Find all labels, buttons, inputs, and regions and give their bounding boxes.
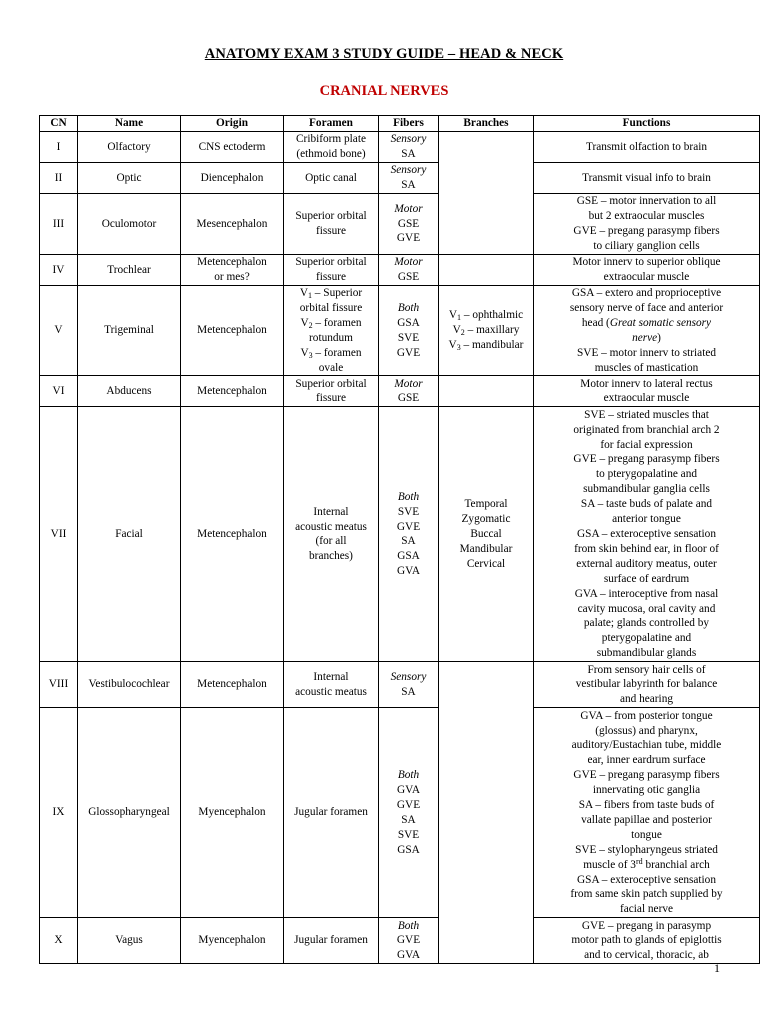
text-line: GSA – extero and proprioceptive [571,287,722,299]
cell-foramen [284,163,379,194]
subscript: 3 [308,350,313,360]
text-line: submandibular ganglia cells [583,483,710,496]
text-line: Zygomatic [461,513,511,526]
cell-name: Vestibulocochlear [78,662,181,708]
text-line: anterior tongue [612,513,681,526]
fiber-type: Sensory [390,671,427,684]
cell-branches [439,407,534,662]
table-row [40,286,760,376]
cell-cn: V [40,286,78,376]
text-line: to pterygopalatine and [595,468,697,481]
text-line: Buccal [470,527,502,540]
col-header-cn: CN [40,116,78,132]
text-line: SVE – striated muscles that [584,408,709,421]
cell-foramen [284,286,379,376]
fiber-line: SA [401,535,416,548]
text-line: fissure [315,271,347,283]
fiber-line: GVE [396,799,421,812]
text-run: muscle of 3 [583,858,636,871]
table-row [40,163,760,194]
cell-origin: Metencephalon [181,662,284,708]
cell-cn: IV [40,255,78,286]
text-run: – foramen [312,346,362,359]
text-line: Internal [313,505,349,518]
fiber-type: Motor [394,256,423,269]
header-row [40,116,760,132]
text-line [441,308,531,323]
cell-functions [534,255,760,286]
cell-foramen [284,132,379,163]
cell-origin: Metencephalon [181,286,284,376]
document-title: ANATOMY EXAM 3 STUDY GUIDE – HEAD & NECK [204,46,564,62]
cell-origin: Myencephalon [181,708,284,918]
text-run: – maxillary [464,324,520,337]
text-run: V [299,287,308,299]
text-line: GSA – exteroceptive sensation [577,873,716,886]
cell-foramen [284,407,379,662]
text-line [286,316,376,331]
text-run: branchial arch [642,858,710,871]
text-line: ear, inner eardrum surface [587,754,706,767]
text-line: Jugular foramen [294,806,368,819]
cell-name: Trigeminal [78,286,181,376]
cell-origin: CNS ectoderm [181,132,284,163]
cell-cn: VIII [40,662,78,708]
text-line: cavity mucosa, oral cavity and [577,602,716,615]
text-line: pterygopalatine and [601,632,692,645]
fiber-line: GSE [397,392,420,405]
text-line: Motor innerv to lateral rectus [580,377,713,390]
fiber-line: GSE [397,217,420,230]
fiber-type: Both [397,490,420,503]
cell-name: Vagus [78,918,181,964]
text-line: vestibular labyrinth for balance [575,678,718,691]
text-line: Transmit olfaction to brain [585,140,707,153]
text-line: extraocular muscle [603,392,690,405]
text-line [441,323,531,338]
fiber-line: GSE [397,271,420,283]
text-run: V [448,309,458,322]
text-line: external auditory meatus, outer [576,557,717,570]
text-line [286,286,376,301]
text-line: rotundum [309,331,353,344]
text-line: From sensory hair cells of [587,663,706,676]
table-row [40,255,760,286]
text-line: branches) [309,550,353,563]
text-line: SA – taste buds of palate and [580,498,713,511]
cell-functions [534,286,760,376]
text-line: innervating otic ganglia [592,784,701,797]
col-header-branches: Branches [439,116,534,132]
cell-fibers [379,708,439,918]
text-line: GVE – pregang in parasymp [581,919,712,932]
fiber-type: Both [397,769,420,782]
text-line: Metencephalon [197,256,267,269]
text-line: Jugular foramen [294,934,368,947]
text-run: head ( [581,316,610,329]
subscript: 1 [307,291,312,300]
text-line: surface of eardrum [603,572,690,585]
cell-cn: II [40,163,78,194]
text-line: GVE – pregang parasymp fibers [573,453,720,466]
fiber-line: GVA [396,565,421,578]
cell-foramen [284,376,379,407]
text-run: V [452,324,461,337]
fiber-line: GSA [397,316,420,329]
col-header-functions: Functions [534,116,760,132]
cell-functions [534,407,760,662]
text-line: SA – fibers from taste buds of [578,799,715,812]
text-line: Cervical [466,557,506,570]
cell-branches-empty [439,376,534,407]
text-line: Internal [313,671,349,684]
fiber-line: SA [401,148,416,160]
fiber-line: GVE [396,520,421,533]
text-line [286,346,376,361]
text-run: V [300,316,309,329]
cell-name: Trochlear [78,255,181,286]
text-line: GSE – motor innervation to all [576,195,717,208]
col-header-name: Name [78,116,181,132]
fiber-type: Both [397,301,420,314]
cell-fibers [379,194,439,255]
text-line: Transmit visual info to brain [582,171,711,184]
text-line: Superior orbital [295,256,367,269]
fiber-type: Sensory [390,164,427,177]
table-row [40,376,760,407]
text-line: from same skin patch supplied by [570,888,723,901]
text-line: acoustic meatus [295,685,367,698]
cell-functions [534,194,760,255]
text-line: auditory/Eustachian tube, middle [571,739,722,752]
cell-fibers [379,132,439,163]
text-line: palate; glands controlled by [583,617,710,630]
text-line [536,316,757,331]
col-header-foramen: Foramen [284,116,379,132]
fiber-line: GVE [396,346,421,359]
cell-functions [534,376,760,407]
text-run: ) [657,331,661,344]
cell-name: Optic [78,163,181,194]
text-line: Temporal [464,498,508,511]
text-line: GVA – from posterior tongue [580,709,713,722]
cell-branches-empty [439,662,534,964]
text-line [536,331,757,346]
table-row [40,132,760,163]
cell-branches-empty [439,255,534,286]
text-run: V [448,339,457,352]
cell-origin: Mesencephalon [181,194,284,255]
text-line: acoustic meatus [295,520,367,533]
text-line: Cribiform plate [296,133,366,146]
text-line: but 2 extraocular muscles [588,210,705,223]
text-line: from skin behind ear, in floor of [574,542,719,555]
text-run: – Superior [311,287,363,299]
text-line [536,858,757,873]
text-line: SVE – stylopharyngeus striated [575,843,718,856]
cell-fibers [379,163,439,194]
text-line: GSA – exteroceptive sensation [577,527,716,540]
fiber-type: Motor [394,377,423,390]
fiber-type: Sensory [390,133,427,146]
text-line: Mandibular [459,542,513,555]
text-line: (glossus) and pharynx, [595,724,698,737]
cell-foramen [284,918,379,964]
text-line: fissure [315,225,347,237]
text-line: fissure [315,392,347,405]
fiber-line: SVE [397,828,420,841]
cell-origin: Metencephalon [181,407,284,662]
cell-branches-empty [439,132,534,255]
cell-functions [534,708,760,918]
table-row [40,407,760,662]
cell-fibers [379,255,439,286]
text-line: extraocular muscle [603,271,690,283]
fiber-line: GVA [396,784,421,797]
cell-functions [534,918,760,964]
text-line: or mes? [214,271,250,283]
text-line: SVE – motor innerv to striated [577,346,716,359]
text-run: – ophthalmic [461,309,524,322]
text-line: GVA – interoceptive from nasal [574,587,719,600]
fiber-line: GSA [397,550,420,563]
cell-branches [439,286,534,376]
text-line: (ethmoid bone) [296,148,366,160]
fiber-type: Both [397,919,420,932]
cell-functions [534,662,760,708]
page-number: 1 [714,961,720,975]
table-row [40,194,760,255]
subscript: 1 [457,313,462,323]
table-row [40,708,760,918]
fiber-line: SA [401,813,416,826]
text-line: sensory nerve of face and anterior [569,301,724,314]
fiber-type: Motor [394,202,423,215]
cell-cn: VI [40,376,78,407]
text-line: and hearing [619,693,673,706]
cell-fibers [379,407,439,662]
text-run: – foramen [312,316,362,329]
text-line: (for all [315,535,347,548]
cell-cn: VII [40,407,78,662]
cell-foramen [284,708,379,918]
fiber-line: GVE [396,934,421,947]
text-line: to ciliary ganglion cells [593,239,700,252]
text-line [441,338,531,353]
fiber-line: SVE [397,505,420,518]
text-line: muscles of mastication [594,361,699,374]
table-row [40,662,760,708]
text-line: originated from branchial arch 2 [573,423,720,436]
fiber-line: SA [401,179,416,191]
text-line: for facial expression [600,438,693,451]
cell-functions [534,163,760,194]
text-run: – mandibular [460,339,524,352]
text-run: nerve [632,331,658,344]
text-line: GVE – pregang parasymp fibers [573,769,720,782]
cell-cn: X [40,918,78,964]
subscript: 2 [308,320,313,330]
cell-origin: Myencephalon [181,918,284,964]
text-run: V [300,346,309,359]
text-line: motor path to glands of epiglottis [571,934,722,947]
superscript: rd [635,856,643,866]
text-line: Superior orbital [295,377,367,390]
cell-name: Facial [78,407,181,662]
text-line: facial nerve [620,903,673,916]
cell-origin: Metencephalon [181,376,284,407]
fiber-line: SA [401,685,416,698]
text-line: submandibular glands [596,647,697,660]
text-line: and to cervical, thoracic, ab [584,949,709,962]
cell-fibers [379,376,439,407]
cell-fibers [379,286,439,376]
section-title: CRANIAL NERVES [319,83,449,99]
cell-foramen [284,255,379,286]
cell-cn: IX [40,708,78,918]
text-line: tongue [631,828,662,841]
cell-name: Abducens [78,376,181,407]
text-line: vallate papillae and posterior [581,813,712,826]
fiber-line: GSA [397,843,420,856]
table-row [40,918,760,964]
cell-functions [534,132,760,163]
text-line: Optic canal [305,171,357,184]
col-header-origin: Origin [181,116,284,132]
cell-foramen [284,194,379,255]
cell-fibers [379,918,439,964]
fiber-line: GVA [396,949,421,962]
cranial-nerves-table [39,115,760,964]
cell-cn: I [40,132,78,163]
cell-fibers [379,662,439,708]
cell-name: Olfactory [78,132,181,163]
cell-origin: Diencephalon [181,163,284,194]
cell-cn: III [40,194,78,255]
text-line: orbital fissure [299,301,363,314]
text-line: ovale [318,361,344,374]
subscript: 2 [460,328,465,338]
cell-name: Glossopharyngeal [78,708,181,918]
fiber-line: GVE [396,232,421,245]
cell-origin [181,255,284,286]
col-header-fibers: Fibers [379,116,439,132]
fiber-line: SVE [397,331,420,344]
text-line: Superior orbital [295,210,367,223]
text-run: Great somatic sensory [609,316,712,329]
text-line: Motor innerv to superior oblique [572,256,721,269]
text-line: GVE – pregang parasymp fibers [573,225,720,237]
subscript: 3 [456,343,461,353]
cell-foramen [284,662,379,708]
cell-name: Oculomotor [78,194,181,255]
